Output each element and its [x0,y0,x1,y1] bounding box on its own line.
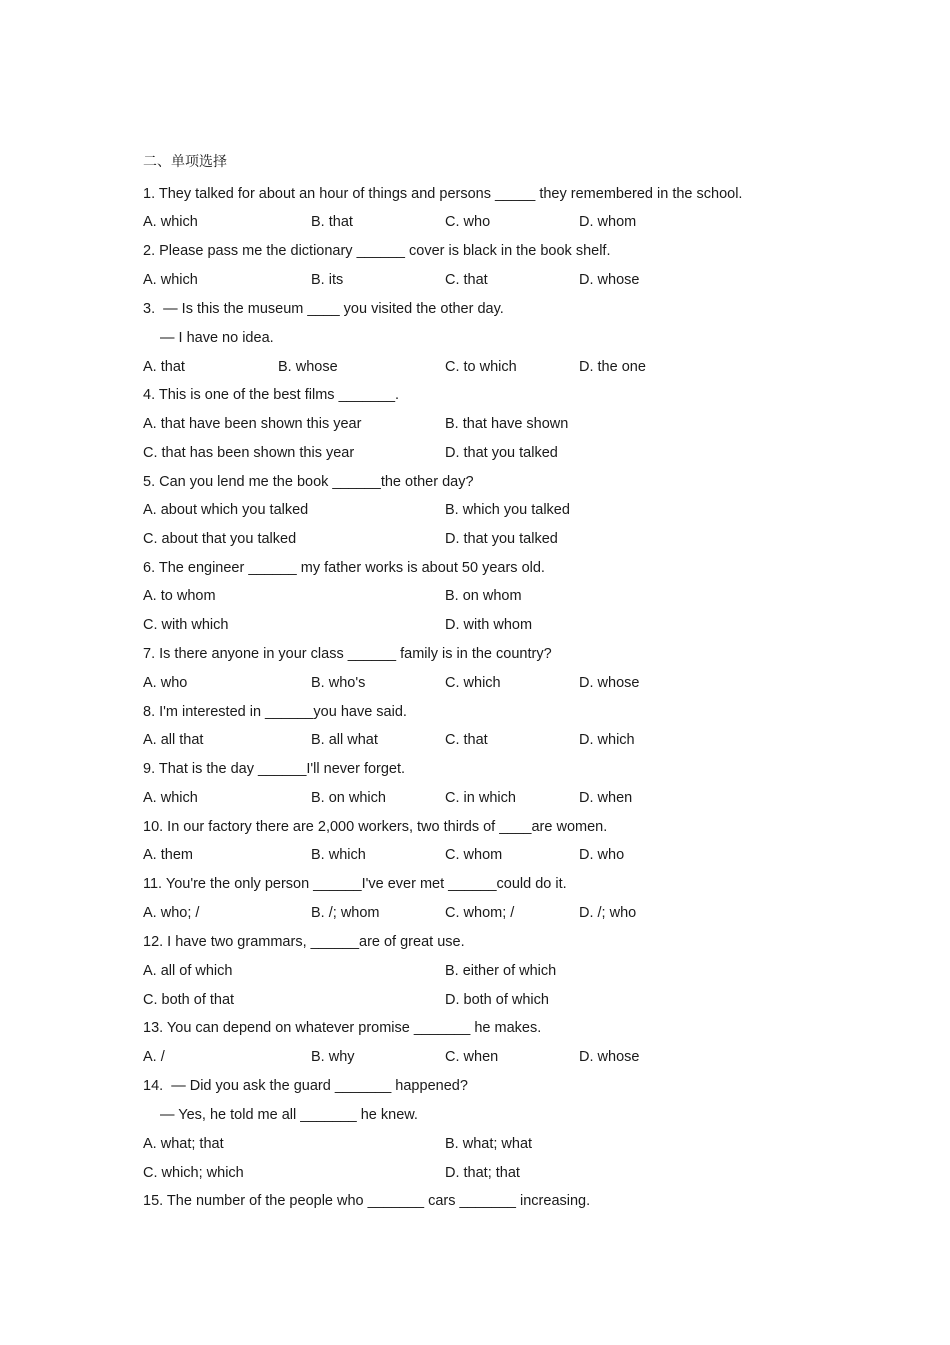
option-c: C. who [445,214,491,230]
option-a: A. who; / [143,905,200,921]
option-d: D. whom [579,214,637,230]
question-stem: 2. Please pass me the dictionary ______ cover is black in the book shelf. [143,243,611,259]
question-stem: 5. Can you lend me the book ______the other day? [143,474,474,490]
option-b: B. that have shown [445,416,569,432]
option-d: D. the one [579,359,646,375]
option-b: B. its [311,272,344,288]
option-d: D. whose [579,1049,640,1065]
section-title: 二、单项选择 [143,154,227,170]
option-b: B. on whom [445,588,522,604]
option-a: A. which [143,790,198,806]
option-b: B. whose [278,359,338,375]
option-c: C. that has been shown this year [143,445,355,461]
option-b: B. either of which [445,963,557,979]
option-b: B. that [311,214,353,230]
option-a: A. all that [143,732,204,748]
question-stem: 7. Is there anyone in your class ______ family is in the country? [143,646,552,662]
option-b: B. which [311,847,366,863]
option-b: B. which you talked [445,502,570,518]
option-c: C. which [445,675,501,691]
option-c: C. about that you talked [143,531,297,547]
question-stem: 12. I have two grammars, ______are of great use. [143,934,465,950]
question-stem: 3. — Is this the museum ____ you visited the other day. [143,301,504,317]
option-d: D. /; who [579,905,637,921]
option-c: C. to which [445,359,517,375]
question-stem: 15. The number of the people who _______ cars _______ increasing. [143,1193,591,1209]
option-c: C. whom [445,847,503,863]
option-b: B. why [311,1049,355,1065]
question-reply: — Yes, he told me all _______ he knew. [160,1107,418,1123]
option-c: C. whom; / [445,905,515,921]
option-d: D. who [579,847,625,863]
option-c: C. that [445,732,488,748]
option-a: A. all of which [143,963,233,979]
option-b: B. on which [311,790,386,806]
option-b: B. /; whom [311,905,380,921]
question-stem: 14. — Did you ask the guard _______ happened? [143,1078,468,1094]
option-a: A. who [143,675,188,691]
option-d: D. which [579,732,635,748]
option-d: D. that you talked [445,531,558,547]
question-stem: 11. You're the only person ______I've ever met ______could do it. [143,876,567,892]
option-a: A. / [143,1049,165,1065]
option-c: C. with which [143,617,229,633]
option-a: A. them [143,847,193,863]
option-a: A. that have been shown this year [143,416,362,432]
option-a: A. that [143,359,185,375]
option-d: D. that you talked [445,445,558,461]
option-b: B. what; what [445,1136,533,1152]
option-d: D. with whom [445,617,533,633]
option-c: C. when [445,1049,499,1065]
option-a: A. which [143,214,198,230]
question-reply: — I have no idea. [160,330,274,346]
option-b: B. who's [311,675,366,691]
question-stem: 1. They talked for about an hour of things and persons _____ they remembered in the school. [143,186,743,202]
option-c: C. which; which [143,1165,244,1181]
option-a: A. to whom [143,588,216,604]
question-stem: 8. I'm interested in ______you have said. [143,704,407,720]
option-a: A. what; that [143,1136,224,1152]
option-c: C. both of that [143,992,235,1008]
option-b: B. all what [311,732,378,748]
question-stem: 4. This is one of the best films _______. [143,387,400,403]
option-d: D. that; that [445,1165,520,1181]
option-d: D. when [579,790,633,806]
option-c: C. that [445,272,488,288]
option-a: A. which [143,272,198,288]
option-d: D. whose [579,675,640,691]
question-stem: 10. In our factory there are 2,000 workers, two thirds of ____are women. [143,819,608,835]
question-stem: 9. That is the day ______I'll never forget. [143,761,406,777]
question-stem: 13. You can depend on whatever promise _______ he makes. [143,1020,542,1036]
option-d: D. both of which [445,992,549,1008]
option-a: A. about which you talked [143,502,309,518]
question-stem: 6. The engineer ______ my father works is about 50 years old. [143,560,545,576]
option-c: C. in which [445,790,516,806]
option-d: D. whose [579,272,640,288]
